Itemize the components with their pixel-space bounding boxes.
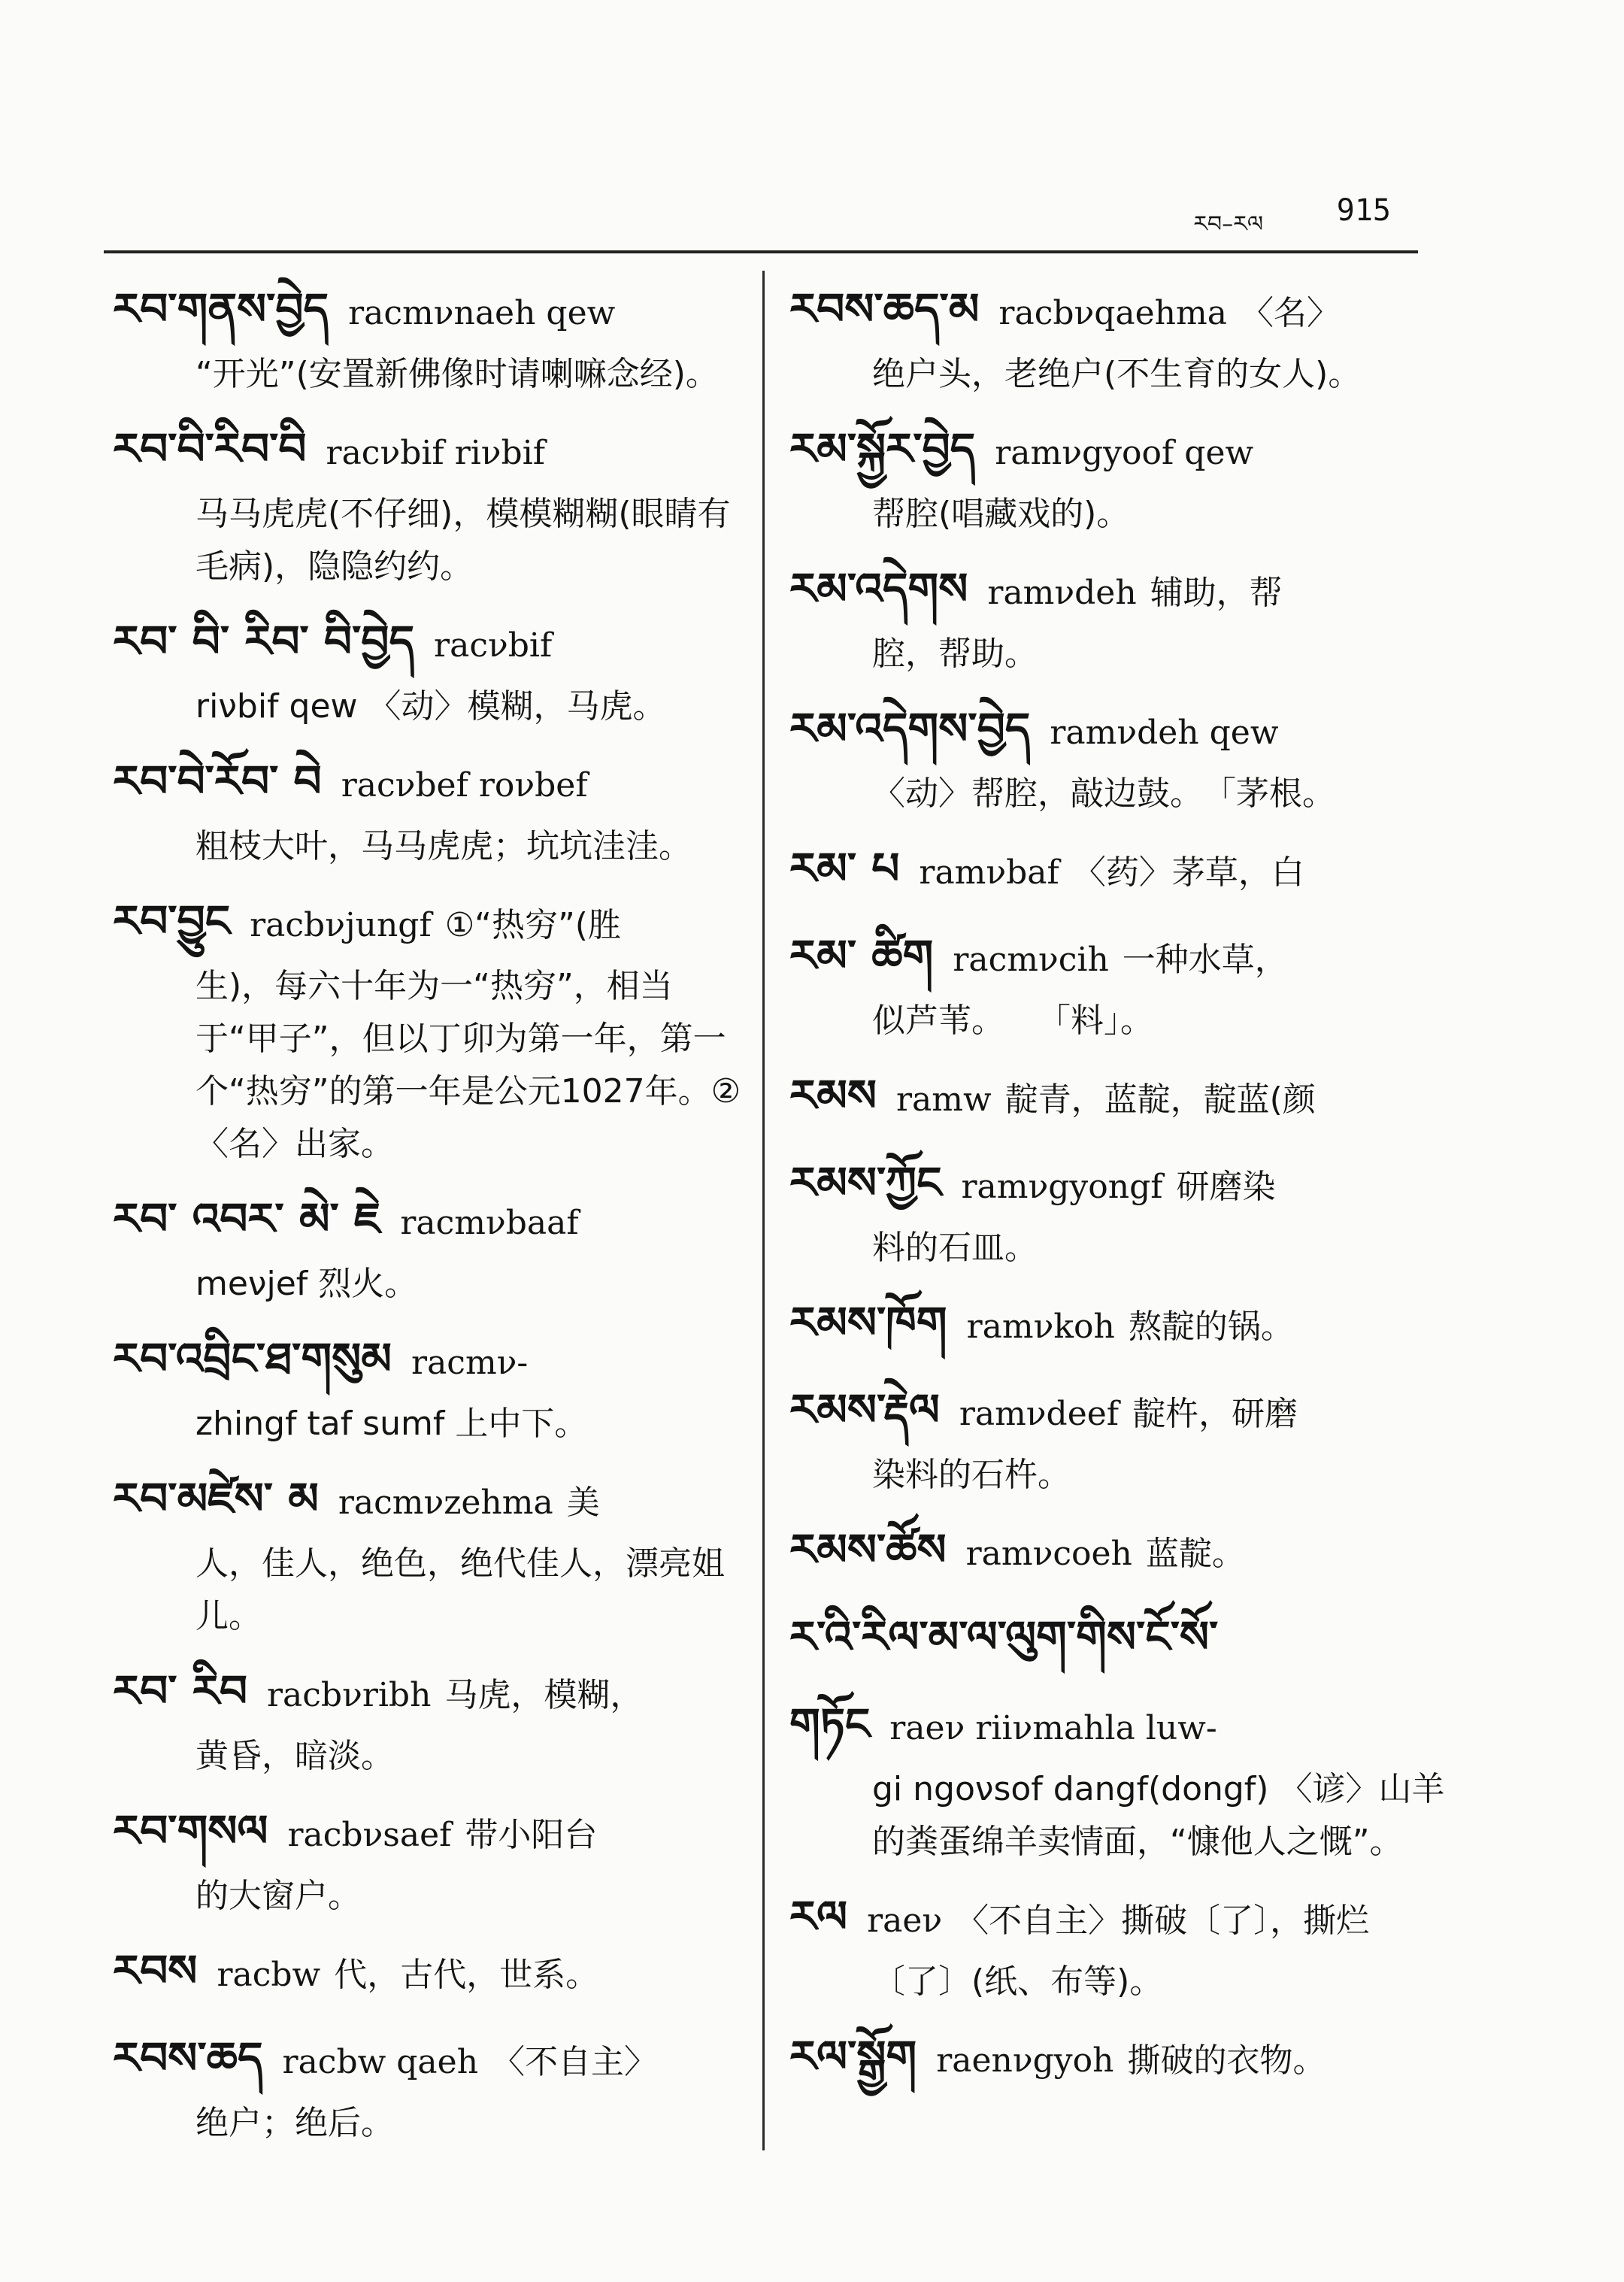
- dictionary-entry: [113, 1184, 744, 1311]
- definition: 〈动〉帮腔，敲边鼓。 「茅根。: [872, 774, 1335, 813]
- romanization: raenνgyoh: [936, 2041, 1114, 2080]
- definition: gi ngoνsof dangf(dongf) 〈谚〉山羊的粪蛋绵羊卖情面，“慷他人之慨”。: [872, 1770, 1445, 1861]
- definition: 似芦苇。 「料」。: [872, 1002, 1153, 1040]
- tibetan-headword: རམ་ པ: [789, 843, 900, 894]
- page-number: 915: [1336, 193, 1391, 228]
- romanization: racνbif riνbif: [326, 434, 546, 472]
- gloss: 〈不自主〉: [492, 2043, 658, 2081]
- definition: zhingf taf sumf 上中下。: [195, 1405, 588, 1443]
- romanization: ramνbaf: [919, 853, 1059, 892]
- gloss: 辅助，帮: [1150, 574, 1283, 612]
- definition: 料的石皿。: [872, 1229, 1038, 1267]
- dictionary-entry: [113, 2023, 744, 2150]
- tibetan-headword: གཏོང: [789, 1699, 871, 1750]
- definition: 绝户头，老绝户(不生育的女人)。: [872, 355, 1362, 393]
- dictionary-entry: [789, 1375, 1451, 1502]
- definition: 的大窗户。: [195, 1877, 361, 1915]
- dictionary-entry: [789, 1148, 1451, 1274]
- dictionary-entry: [113, 414, 744, 593]
- page-header: [105, 192, 1413, 252]
- tibetan-headword: རབ་བི་རིབ་བི: [113, 423, 307, 474]
- gloss: ①“热穷”(胜: [444, 906, 621, 944]
- tibetan-headword: རལ་སྒྱོག: [789, 2031, 917, 2082]
- header-entry-range: རབ–རལ: [1193, 211, 1263, 238]
- dictionary-entry: [789, 1882, 1451, 2008]
- gloss: 研磨染: [1176, 1168, 1276, 1206]
- romanization: ramνkoh: [966, 1308, 1115, 1346]
- romanization: racbνsaef: [287, 1816, 452, 1854]
- tibetan-headword: རབ་བེ་རོབ་ བེ: [113, 756, 322, 807]
- romanization: racbνqaehma: [998, 294, 1227, 332]
- gloss: 〈不自主〉撕破〔了〕，撕烂: [956, 1902, 1370, 1940]
- tibetan-headword: རམས་ཚོས: [789, 1524, 947, 1575]
- gloss: 〈名〉: [1240, 294, 1340, 332]
- definition: 〔了〕(纸、布等)。: [872, 1962, 1163, 2001]
- tibetan-headword: རབ་འབྲིང་ཐ་གསུམ: [113, 1333, 392, 1384]
- romanization: ramνgyongf: [961, 1168, 1163, 1206]
- tibetan-headword: རམ་ ཚིག: [789, 930, 934, 981]
- dictionary-entry: [789, 1515, 1451, 1589]
- tibetan-headword: རབས་ཆད: [113, 2032, 263, 2083]
- romanization: racmνbaaf: [400, 1204, 579, 1242]
- dictionary-entry: [113, 1796, 744, 1923]
- romanization: raeν riiνmahla luw-: [889, 1709, 1217, 1747]
- gloss: 带小阳台: [465, 1816, 598, 1854]
- dictionary-entry: [113, 1936, 744, 2010]
- header-rule: [104, 250, 1418, 253]
- tibetan-headword: རམས་ཀྱོང: [789, 1157, 942, 1208]
- tibetan-headword: རམ་འདེགས་བྱེད: [789, 703, 1031, 754]
- dictionary-entry: [789, 414, 1451, 541]
- tibetan-headword: ར་འི་རིལ་མ་ལ་ལུག་གིས་ངོ་སོ་: [789, 1611, 1219, 1662]
- dictionary-entry: [789, 1602, 1451, 1676]
- tibetan-headword: རབ་མཛེས་ མ: [113, 1473, 319, 1524]
- tibetan-headword: རབ་གསལ: [113, 1805, 268, 1856]
- dictionary-entry: [789, 1690, 1451, 1868]
- gloss: 熬靛的锅。: [1128, 1308, 1294, 1346]
- gloss: 靛青，蓝靛，靛蓝(颜: [1004, 1080, 1316, 1119]
- dictionary-entry: [113, 607, 744, 733]
- definition: 黄昏，暗淡。: [195, 1737, 394, 1775]
- right-column: [789, 274, 1451, 2109]
- tibetan-headword: རམ་སྐྱོར་བྱེད: [789, 423, 976, 474]
- romanization: ramνcoeh: [965, 1535, 1132, 1573]
- tibetan-headword: རབ་ འབར་ མེ་ ཇེ: [113, 1193, 381, 1244]
- tibetan-headword: རམ་འདེགས: [789, 563, 968, 614]
- definition: 染料的石杵。: [872, 1456, 1071, 1494]
- gloss: 代，古代，世系。: [334, 1956, 599, 1994]
- romanization: racmνcih: [953, 941, 1109, 979]
- dictionary-entry: [789, 1288, 1451, 1362]
- definition: 帮腔(唱藏戏的)。: [872, 495, 1130, 533]
- tibetan-headword: རམས་ཁོག: [789, 1297, 947, 1348]
- definition: “开光”(安置新佛像时请喇嘛念经)。: [195, 355, 719, 393]
- dictionary-entry: [789, 554, 1451, 680]
- tibetan-headword: རབ་ རིབ: [113, 1665, 247, 1717]
- definition: riνbif qew 〈动〉模糊，马虎。: [195, 687, 666, 726]
- romanization: ramνgyoof qew: [995, 434, 1254, 472]
- gloss: 美: [566, 1483, 600, 1522]
- definition: 腔，帮助。: [872, 635, 1038, 673]
- tibetan-headword: རབས་ཆད་མ: [789, 283, 980, 335]
- romanization: racmν-: [411, 1344, 529, 1382]
- romanization: ramνdeef: [959, 1395, 1120, 1433]
- gloss: 撕破的衣物。: [1127, 2041, 1326, 2080]
- tibetan-headword: རབ་བྱུང: [113, 896, 231, 947]
- romanization: ramνdeh qew: [1050, 714, 1279, 752]
- gloss: 靛杵，研磨: [1132, 1395, 1298, 1433]
- dictionary-entry: [113, 886, 744, 1171]
- romanization: ramνdeh: [987, 574, 1137, 612]
- romanization: racbw: [217, 1956, 321, 1994]
- dictionary-entry: [789, 1061, 1451, 1135]
- tibetan-headword: རམས: [789, 1070, 877, 1121]
- romanization: racνbef roνbef: [341, 766, 588, 805]
- tibetan-headword: རབ་གནས་བྱེད: [113, 283, 329, 335]
- romanization: ramw: [896, 1080, 992, 1119]
- column-divider: [762, 271, 765, 2150]
- left-column: [113, 274, 744, 2163]
- dictionary-entry: [789, 921, 1451, 1047]
- romanization: racbw qaeh: [282, 2043, 479, 2081]
- dictionary-entry: [113, 274, 744, 401]
- romanization: racbνribh: [267, 1676, 432, 1714]
- tibetan-headword: རབ་ བི་ རིབ་ བི་བྱེད: [113, 616, 415, 667]
- romanization: raeν: [867, 1902, 943, 1940]
- dictionary-entry: [789, 694, 1451, 820]
- dictionary-entry: [113, 747, 744, 873]
- definition: 人，佳人，绝色，绝代佳人，漂亮姐儿。: [195, 1544, 725, 1635]
- definition: meνjef 烈火。: [195, 1265, 418, 1303]
- romanization: racbνjungf: [250, 906, 432, 944]
- gloss: 马虎，模糊，: [444, 1676, 644, 1714]
- definition: 粗枝大叶，马马虎虎；坑坑洼洼。: [195, 827, 692, 865]
- romanization: racmνnaeh qew: [348, 294, 616, 332]
- tibetan-headword: རབས: [113, 1945, 198, 1996]
- dictionary-entry: [113, 1464, 744, 1643]
- romanization: racνbif: [434, 626, 553, 665]
- dictionary-entry: [789, 834, 1451, 908]
- gloss: 〈药〉茅草，白: [1072, 853, 1304, 892]
- definition: 生)，每六十年为一“热穷”，相当于“甲子”，但以丁卯为第一年，第一个“热穷”的第一年是公元1027年。②〈名〉出家。: [195, 967, 741, 1163]
- gloss: 一种水草，: [1122, 941, 1288, 979]
- dictionary-entry: [113, 1656, 744, 1783]
- gloss: 蓝靛。: [1145, 1535, 1245, 1573]
- dictionary-entry: [113, 1324, 744, 1450]
- romanization: racmνzehma: [338, 1483, 553, 1522]
- tibetan-headword: རམས་རྡེལ: [789, 1384, 940, 1435]
- definition: 绝户；绝后。: [195, 2104, 394, 2142]
- definition: 马马虎虎(不仔细)，模模糊糊(眼睛有毛病)，隐隐约约。: [195, 495, 731, 586]
- dictionary-entry: [789, 2022, 1451, 2096]
- dictionary-entry: [789, 274, 1451, 401]
- tibetan-headword: རལ: [789, 1891, 848, 1942]
